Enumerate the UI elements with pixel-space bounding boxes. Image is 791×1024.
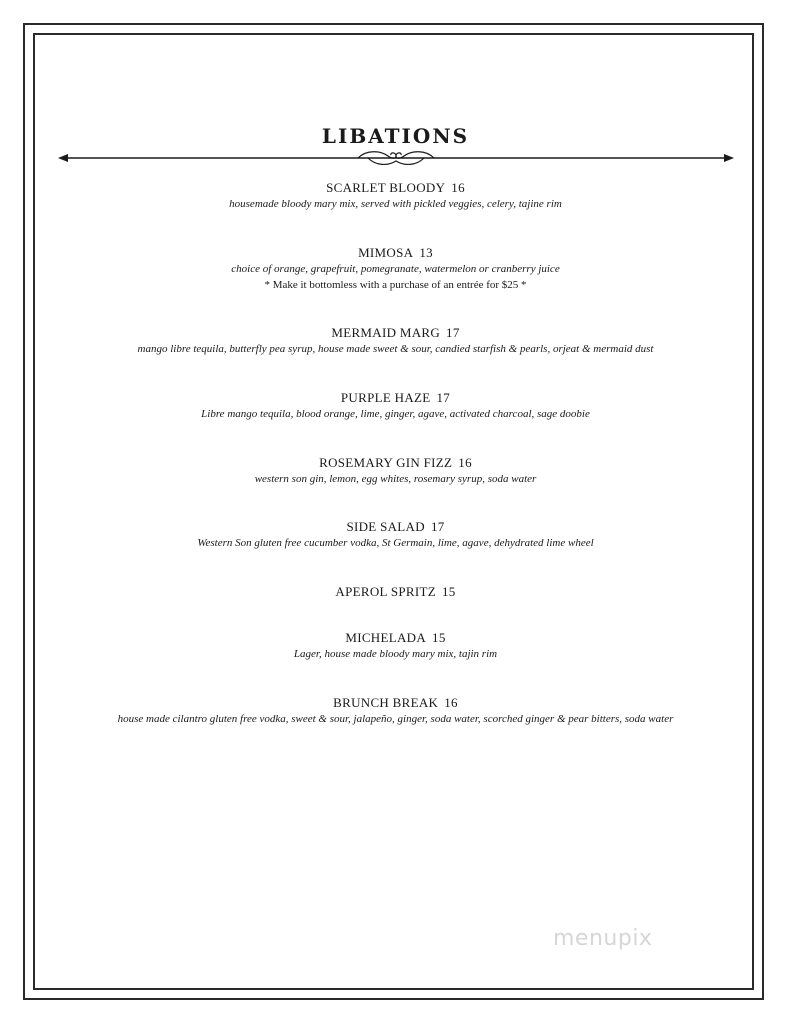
item-name: PURPLE HAZE 17	[340, 390, 451, 405]
item-price: 16	[458, 455, 472, 470]
menu-item	[40, 390, 751, 422]
item-price: 16	[444, 695, 458, 710]
item-description: mango libre tequila, butterfly pea syrup, house made sweet & sour, candied starfish & pearls, orjeat & mermaid dust	[137, 343, 654, 355]
item-name: ROSEMARY GIN FIZZ 16	[319, 455, 472, 470]
menu-item	[40, 455, 751, 487]
item-description: housemade bloody mary mix, served with pickled veggies, celery, tajine rim	[229, 198, 562, 210]
item-note: * Make it bottomless with a purchase of an entrée for $25 *	[264, 279, 527, 291]
item-price: 17	[430, 519, 445, 534]
menu-item	[40, 180, 751, 212]
item-description: Lager, house made bloody mary mix, tajin rim	[293, 648, 498, 660]
item-price: 17	[436, 390, 451, 405]
item-description: Western Son gluten free cucumber vodka, St Germain, lime, agave, dehydrated lime wheel	[197, 537, 594, 549]
item-name: BRUNCH BREAK 16	[333, 695, 458, 710]
item-price: 15	[432, 630, 446, 645]
menu-item	[40, 630, 751, 662]
item-description: Libre mango tequila, blood orange, lime, ginger, agave, activated charcoal, sage doobie	[201, 408, 590, 420]
item-name: MICHELADA 15	[345, 630, 446, 645]
item-price: 17	[446, 325, 460, 340]
menu-item	[40, 325, 751, 357]
item-price: 16	[451, 180, 465, 195]
item-name: SIDE SALAD 17	[346, 519, 445, 534]
item-price: 15	[441, 584, 456, 599]
menu-title: LIBATIONS	[321, 124, 470, 148]
item-price: 13	[419, 245, 433, 260]
menu-item	[40, 695, 751, 727]
item-name: MIMOSA 13	[358, 245, 433, 260]
item-description: choice of orange, grapefruit, pomegranate, watermelon or cranberry juice	[231, 263, 560, 275]
item-name: SCARLET BLOODY 16	[326, 180, 465, 195]
item-description: western son gin, lemon, egg whites, rosemary syrup, soda water	[254, 473, 537, 485]
item-name: APEROL SPRITZ 15	[335, 584, 456, 599]
menu-item	[40, 519, 751, 551]
item-description: house made cilantro gluten free vodka, sweet & sour, jalapeño, ginger, soda water, scorched ginger & pear bitters, soda water	[117, 713, 674, 725]
ornamental-divider	[58, 146, 734, 170]
page-border-inner	[33, 33, 754, 990]
menu-item	[40, 584, 751, 600]
item-name: MERMAID MARG 17	[331, 325, 460, 340]
menu-item	[40, 245, 751, 293]
watermark-logo: menupix	[553, 926, 653, 951]
